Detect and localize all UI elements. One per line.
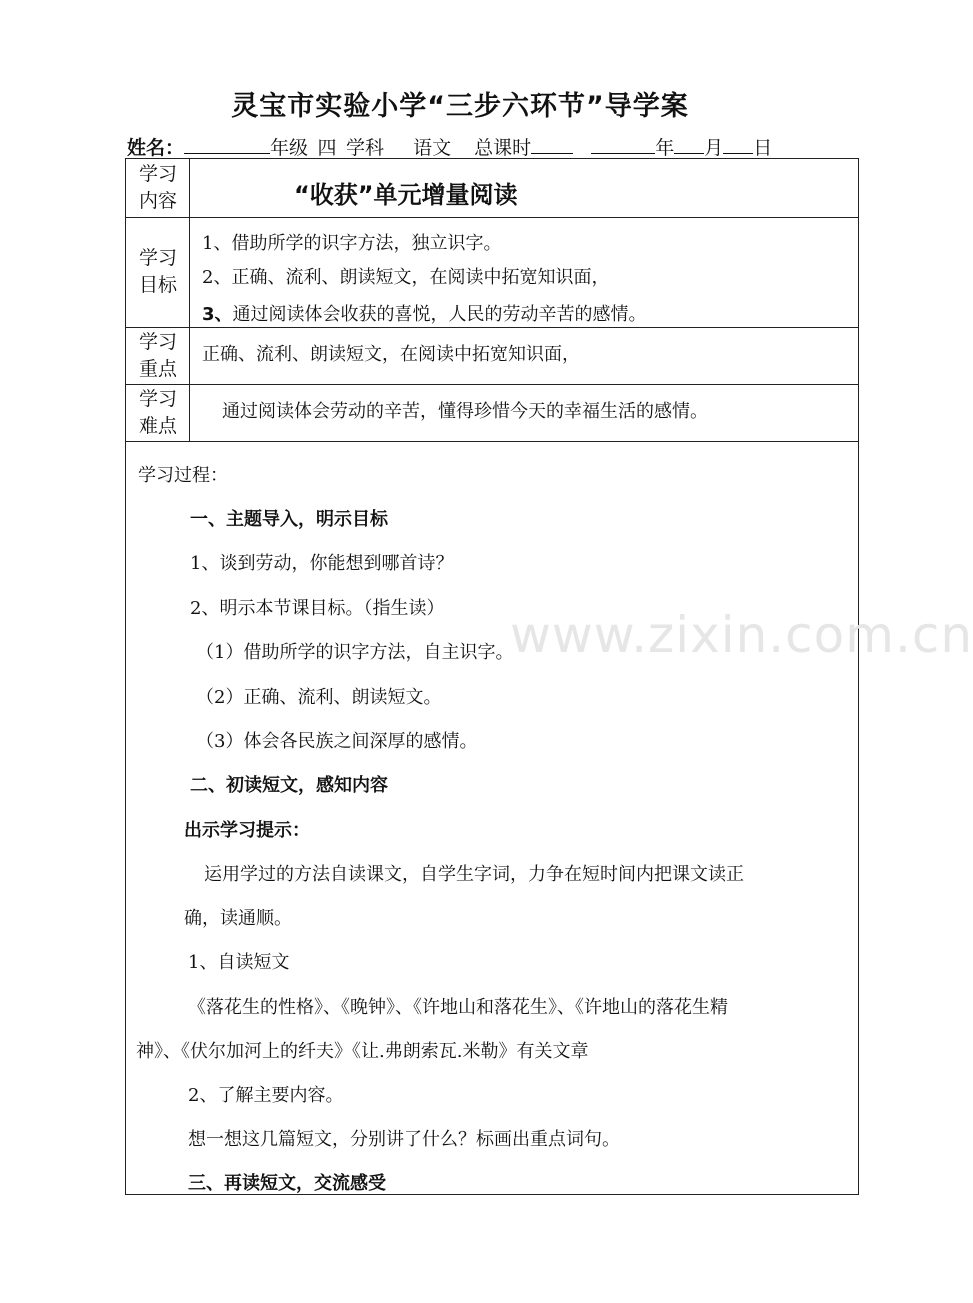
day-label: 日 bbox=[753, 137, 773, 159]
content-label: 学习 内容 bbox=[138, 163, 177, 212]
process-line: 想一想这几篇短文，分别讲了什么？标画出重点词句。 bbox=[188, 1129, 620, 1150]
process-line: 确，读通顺。 bbox=[184, 908, 292, 929]
process-line: 神》、《伏尔加河上的纤夫》《让.弗朗索瓦.米勒》有关文章 bbox=[136, 1041, 589, 1062]
process-line: 2、明示本节课目标。（指生读） bbox=[190, 598, 445, 619]
subject-field[interactable]: 语文 bbox=[390, 138, 474, 159]
watermark: www.zixin.com.cn bbox=[510, 606, 973, 664]
difficulty-label: 学习 难点 bbox=[138, 388, 177, 437]
content-value: “收获”单元增量阅读 bbox=[294, 181, 518, 209]
process-line: 1、谈到劳动，你能想到哪首诗？ bbox=[190, 553, 454, 574]
year-blank[interactable] bbox=[591, 153, 655, 154]
goal-item-2: 2、正确、流利、朗读短文，在阅读中拓宽知识面， bbox=[202, 267, 610, 288]
row-divider bbox=[126, 327, 858, 328]
column-divider bbox=[189, 159, 190, 441]
section-heading-2: 二、初读短文，感知内容 bbox=[190, 775, 388, 796]
process-heading: 学习过程： bbox=[138, 465, 228, 486]
process-line: 1、自读短文 bbox=[188, 952, 290, 973]
goal-item-3-number: 3、 bbox=[202, 304, 233, 325]
goal-item-3-text: 通过阅读体会收获的喜悦，人民的劳动辛苦的感情。 bbox=[232, 304, 647, 325]
section-heading-1: 一、主题导入，明示目标 bbox=[190, 509, 388, 530]
year-label: 年 bbox=[655, 137, 675, 159]
document-title: 灵宝市实验小学“三步六环节”导学案 bbox=[231, 91, 689, 122]
section-heading-3: 三、再读短文，交流感受 bbox=[188, 1173, 386, 1194]
row-divider bbox=[126, 441, 858, 442]
process-line: （2）正确、流利、朗读短文。 bbox=[196, 687, 442, 708]
goals-label: 学习 目标 bbox=[138, 247, 177, 296]
process-line: 2、了解主要内容。 bbox=[188, 1085, 344, 1106]
lesson-table bbox=[125, 158, 859, 1195]
row-divider bbox=[126, 217, 858, 218]
name-label: 姓名： bbox=[127, 137, 185, 159]
subject-label: 学科 bbox=[346, 137, 385, 159]
process-line: 《落花生的性格》、《晚钟》、《许地山和落花生》、《许地山的落花生精 bbox=[188, 997, 728, 1018]
study-tip-heading: 出示学习提示： bbox=[184, 820, 310, 841]
grade-field[interactable]: 四 bbox=[308, 138, 346, 159]
difficulty-value: 通过阅读体会劳动的辛苦，懂得珍惜今天的幸福生活的感情。 bbox=[222, 401, 708, 422]
focus-label: 学习 重点 bbox=[138, 331, 177, 380]
grade-label: 年级 bbox=[270, 137, 309, 159]
process-line: （1）借助所学的识字方法，自主识字。 bbox=[196, 642, 514, 663]
info-line bbox=[127, 133, 772, 160]
month-label: 月 bbox=[704, 137, 724, 159]
hours-label: 总课时 bbox=[474, 137, 532, 159]
row-divider bbox=[126, 384, 858, 385]
process-line: 运用学过的方法自读课文，自学生字词，力争在短时间内把课文读正 bbox=[204, 864, 744, 885]
process-line: （3）体会各民族之间深厚的感情。 bbox=[196, 731, 478, 752]
hours-blank[interactable] bbox=[531, 153, 573, 154]
day-blank[interactable] bbox=[723, 153, 753, 154]
name-blank[interactable] bbox=[184, 153, 270, 154]
goal-item-3 bbox=[202, 300, 647, 326]
goal-item-1: 1、借助所学的识字方法，独立识字。 bbox=[202, 233, 502, 254]
focus-value: 正确、流利、朗读短文，在阅读中拓宽知识面， bbox=[202, 344, 580, 365]
month-blank[interactable] bbox=[674, 153, 704, 154]
